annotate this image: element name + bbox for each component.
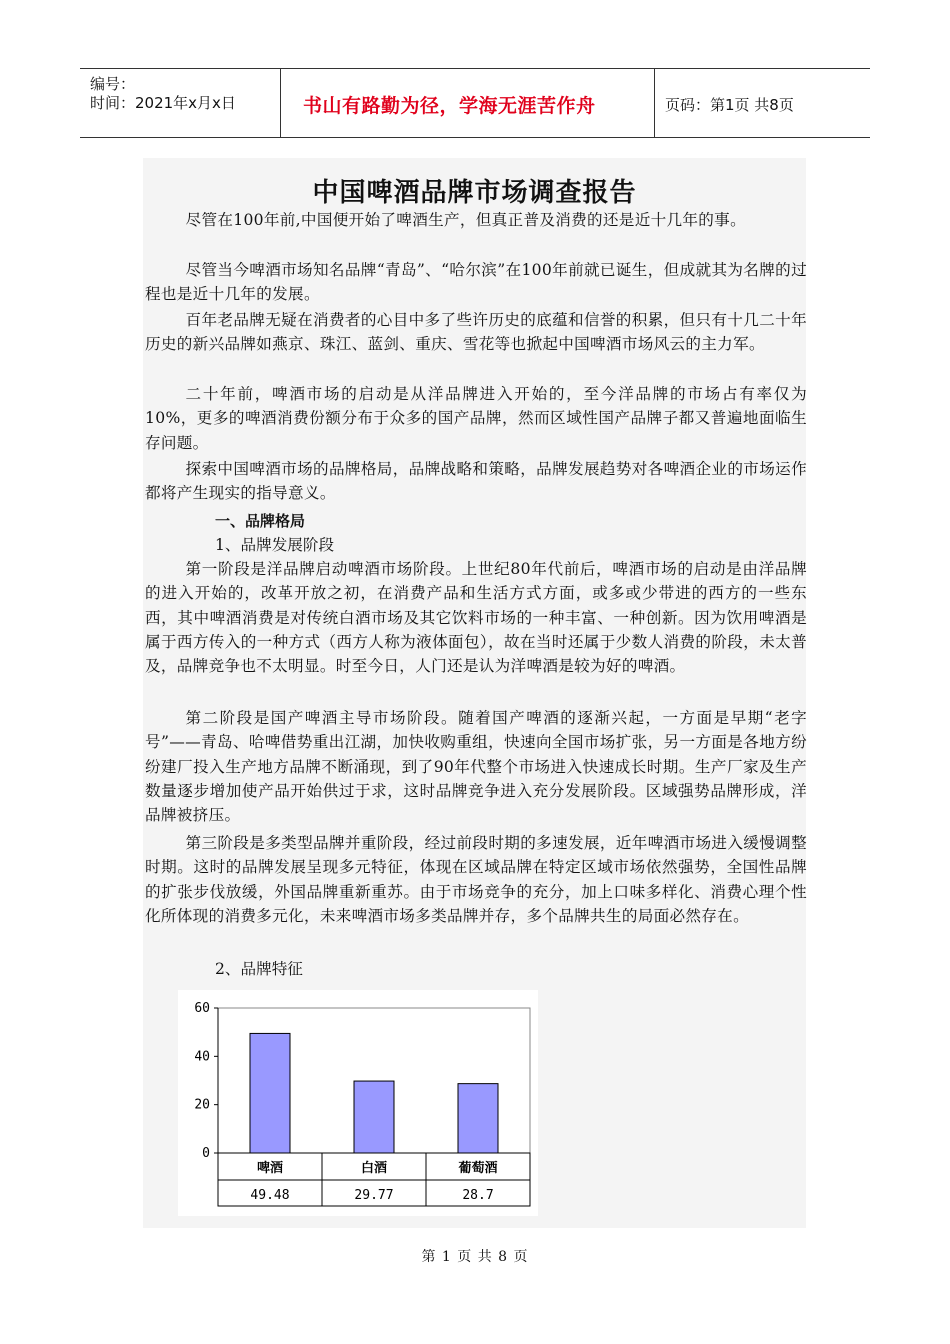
y-tick-label: 40: [194, 1049, 210, 1065]
document-body: [143, 158, 806, 1228]
header-page-info: 页码：第1页 共8页: [665, 96, 794, 114]
paragraph: 二十年前，啤酒市场的启动是从洋品牌进入开始的，至今洋品牌的市场占有率仅为10%，更多的啤酒消费份额分布于众多的国产品牌，然而区域性国产品牌子都又普遍地面临生存问题。: [145, 385, 807, 452]
paragraph: 探索中国啤酒市场的品牌格局，品牌战略和策略，品牌发展趋势对各啤酒企业的市场运作都将产生现实的指导意义。: [145, 460, 807, 503]
paragraph: 百年老品牌无疑在消费者的心目中多了些许历史的底蕴和信誉的积累，但只有十几二十年历史的新兴品牌如燕京、珠江、蓝剑、重庆、雪花等也掀起中国啤酒市场风云的主力军。: [145, 311, 807, 354]
paragraph: 第三阶段是多类型品牌并重阶段，经过前段时期的多速发展，近年啤酒市场进入缓慢调整时期。这时的品牌发展呈现多元特征，体现在区域品牌在特定区域市场依然强势，全国性品牌的扩张步伐放缓，外国品牌重新重苏。由于市场竞争的充分，加上口味多样化、消费心理个性化所体现的消费多元化，未来啤酒市场多类品牌并存，多个品牌共生的局面必然存在。: [145, 834, 807, 925]
page-footer: 第 1 页 共 8 页: [421, 1249, 529, 1265]
data-label: 49.48: [250, 1188, 290, 1203]
header-info-cell: [80, 69, 281, 137]
y-tick-label: 0: [202, 1146, 210, 1161]
document-title: 中国啤酒品牌市场调查报告: [312, 178, 637, 208]
page-header: [80, 68, 870, 138]
header-page-cell: [655, 69, 870, 137]
y-tick-label: 20: [194, 1097, 210, 1113]
header-motto: 书山有路勤为径，学海无涯苦作舟: [303, 95, 596, 117]
subsection-heading: 2、品牌特征: [215, 960, 303, 978]
category-label: 啤酒: [256, 1161, 284, 1176]
bar: [250, 1033, 290, 1153]
bar: [458, 1084, 498, 1153]
subsection-heading: 1、品牌发展阶段: [215, 536, 335, 554]
document-date-label: 时间：2021年x月x日: [90, 94, 236, 112]
data-label: 29.77: [354, 1188, 394, 1203]
y-tick-label: 60: [194, 1001, 210, 1016]
header-motto-cell: [281, 69, 655, 137]
bar: [354, 1081, 394, 1153]
bar-chart: [178, 990, 538, 1216]
paragraph: 第一阶段是洋品牌启动啤酒市场阶段。上世纪80年代前后，啤酒市场的启动是由洋品牌的进入开始的，改革开放之初，在消费产品和生活方式方面，或多或少带进的西方的一些东西，其中啤酒消费是对传统白酒市场及其它饮料市场的一种丰富、一种创新。因为饮用啤酒是属于西方传入的一种方式（西方人称为液体面包），故在当时还属于少数人消费的阶段，未太普及，品牌竞争也不太明显。时至今日，人门还是认为洋啤酒是较为好的啤酒。: [145, 560, 807, 676]
category-label: 葡萄酒: [458, 1161, 498, 1176]
document-number-label: 编号：: [90, 75, 136, 93]
data-label: 28.7: [462, 1188, 494, 1203]
bar-chart-svg: [178, 990, 538, 1216]
paragraph: 尽管当今啤酒市场知名品牌“青岛”、“哈尔滨”在100年前就已诞生，但成就其为名牌的过程也是近十几年的发展。: [145, 261, 807, 304]
section-heading: 一、品牌格局: [215, 512, 306, 530]
paragraph: 第二阶段是国产啤酒主导市场阶段。随着国产啤酒的逐渐兴起，一方面是早期“老字号”——青岛、哈啤借势重出江湖，加快收购重组，快速向全国市场扩张，另一方面是各地方纷纷建厂投入生产地方品牌不断涌现，到了90年代整个市场进入快速成长时期。生产厂家及生产数量逐步增加使产品开始供过于求，这时品牌竞争进入充分发展阶段。区域强势品牌形成，洋品牌被挤压。: [145, 709, 807, 825]
category-label: 白酒: [360, 1161, 388, 1176]
paragraph: 尽管在100年前,中国便开始了啤酒生产，但真正普及消费的还是近十几年的事。: [185, 211, 746, 229]
